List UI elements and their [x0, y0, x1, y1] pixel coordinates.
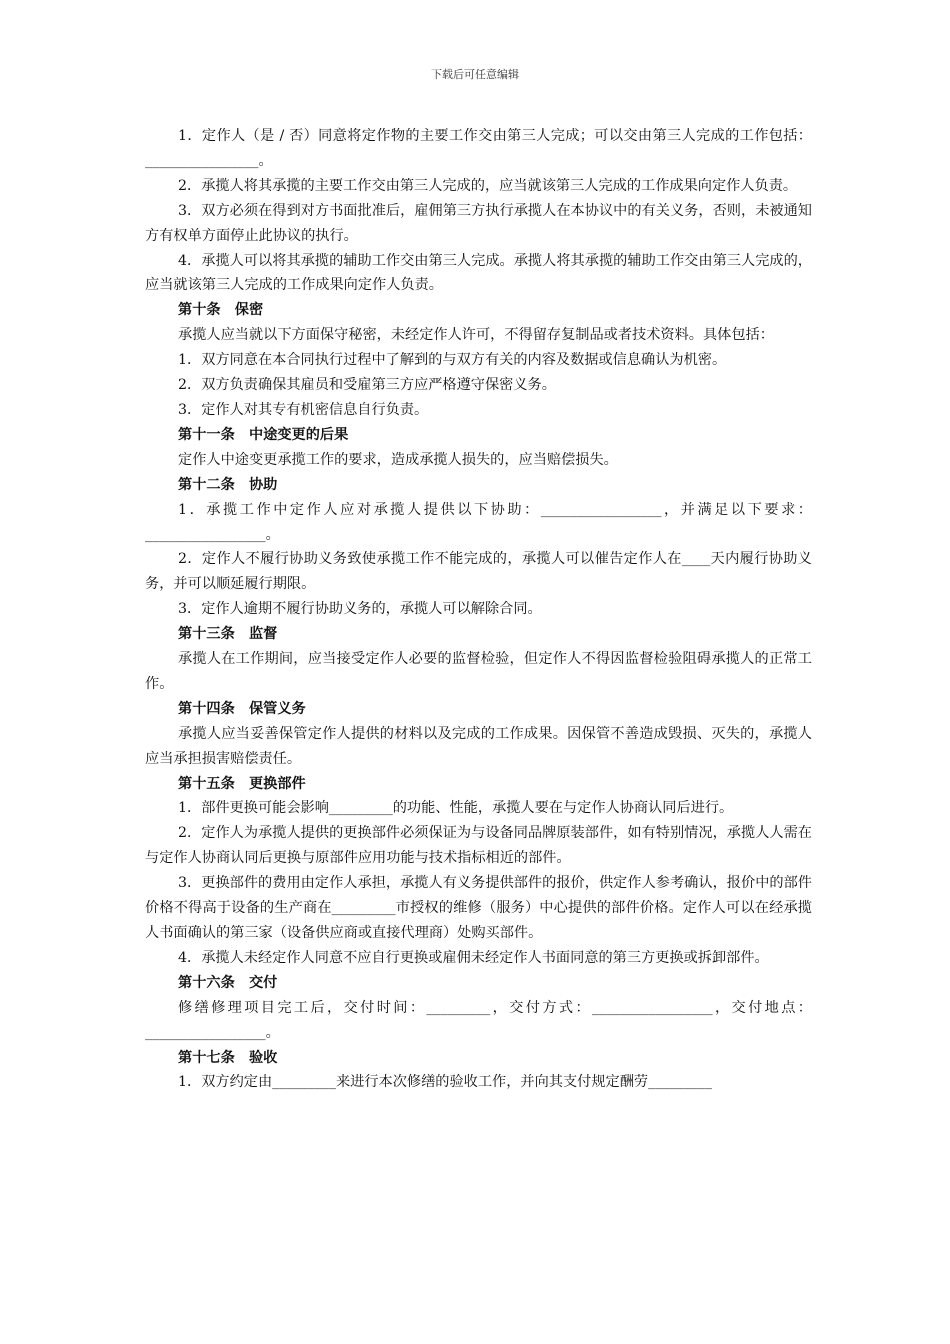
page-header: 下载后可任意编辑 — [431, 68, 519, 81]
paragraph: 4．承揽人可以将其承揽的辅助工作交由第三人完成。承揽人将其承揽的辅助工作交由第三人完成的，应当就该第三人完成的工作成果向定作人负责。 — [145, 252, 812, 294]
paragraph: 1．双方约定由_________来进行本次修缮的验收工作，并向其支付规定酬劳_________ — [178, 1074, 712, 1091]
document-body — [145, 124, 812, 1095]
paragraph: 2．双方负责确保其雇员和受雇第三方应严格遵守保密义务。 — [178, 377, 556, 394]
section-heading: 第十条 保密 — [178, 302, 264, 319]
paragraph: 2．定作人为承揽人提供的更换部件必须保证为与设备同品牌原装部件，如有特别情况，承揽人人需在与定作人协商认同后更换与原部件应用功能与技术指标相近的部件。 — [145, 825, 812, 867]
section-heading: 第十五条 更换部件 — [178, 775, 306, 792]
paragraph: 承揽人应当就以下方面保守秘密，未经定作人许可，不得留存复制品或者技术资料。具体包括： — [178, 327, 774, 344]
paragraph: 1．定作人（是 / 否）同意将定作物的主要工作交由第三人完成；可以交由第三人完成的工作包括：________________。 — [145, 128, 812, 169]
paragraph: 3．双方必须在得到对方书面批准后，雇佣第三方执行承揽人在本协议中的有关义务，否则，未被通知方有权单方面停止此协议的执行。 — [145, 202, 812, 244]
paragraph: 承揽人应当妥善保管定作人提供的材料以及完成的工作成果。因保管不善造成毁损、灭失的，承揽人应当承担损害赔偿责任。 — [145, 725, 812, 767]
paragraph: 3．更换部件的费用由定作人承担，承揽人有义务提供部件的报价，供定作人参考确认，报价中的部件价格不得高于设备的生产商在_________市授权的维修（服务）中心提供的部件价格。定作人可以在经承揽人书面确认的第三家（设备供应商或直接代理商）处购买部件。 — [145, 875, 812, 941]
paragraph: 承揽人在工作期间，应当接受定作人必要的监督检验，但定作人不得因监督检验阻碍承揽人的正常工作。 — [145, 651, 812, 692]
paragraph: 1．承揽工作中定作人应对承揽人提供以下协助：_________________，并满足以下要求：_________________。 — [145, 501, 812, 543]
paragraph: 1．部件更换可能会影响_________的功能、性能，承揽人要在与定作人协商认同后进行。 — [178, 800, 734, 817]
section-heading: 第十七条 验收 — [178, 1049, 278, 1066]
paragraph: 3．定作人对其专有机密信息自行负责。 — [178, 401, 429, 418]
paragraph: 定作人中途变更承揽工作的要求，造成承揽人损失的，应当赔偿损失。 — [178, 451, 618, 468]
paragraph: 1．双方同意在本合同执行过程中了解到的与双方有关的内容及数据或信息确认为机密。 — [178, 352, 727, 369]
section-heading: 第十二条 协助 — [178, 476, 278, 493]
paragraph: 2．定作人不履行协助义务致使承揽工作不能完成的，承揽人可以催告定作人在____天内履行协助义务，并可以顺延履行期限。 — [145, 551, 812, 593]
section-heading: 第十六条 交付 — [178, 974, 278, 991]
section-heading: 第十四条 保管义务 — [178, 700, 306, 717]
paragraph: 3．定作人逾期不履行协助义务的，承揽人可以解除合同。 — [178, 601, 542, 618]
paragraph: 4．承揽人未经定作人同意不应自行更换或雇佣未经定作人书面同意的第三方更换或拆卸部件。 — [178, 949, 769, 966]
paragraph: 2．承揽人将其承揽的主要工作交由第三人完成的，应当就该第三人完成的工作成果向定作人负责。 — [178, 177, 798, 194]
section-heading: 第十一条 中途变更的后果 — [178, 426, 349, 443]
paragraph: 修缮修理项目完工后，交付时间：_________，交付方式：_________________，交付地点：_________________。 — [145, 999, 812, 1041]
section-heading: 第十三条 监督 — [178, 626, 278, 643]
